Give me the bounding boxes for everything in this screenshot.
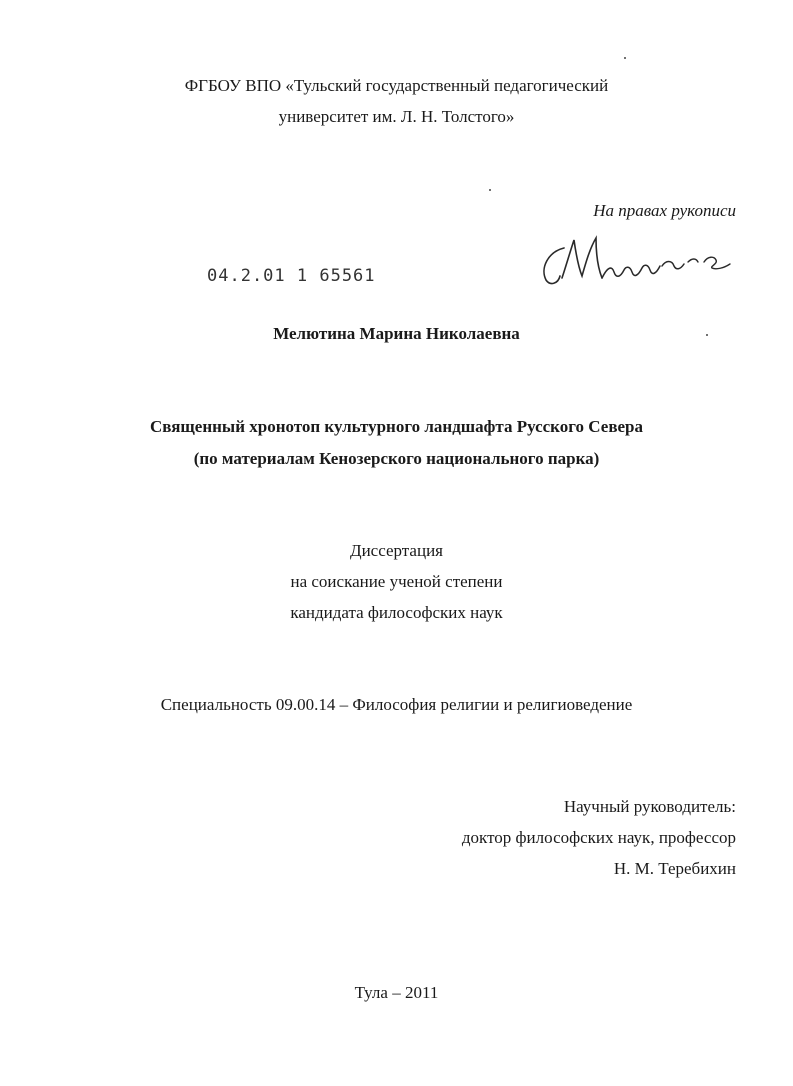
institution-name-line2: университет им. Л. Н. Толстого»: [278, 107, 515, 126]
signature-text: Мелютина: [538, 226, 543, 227]
city-year: Тула – 2011: [354, 983, 439, 1002]
scan-speck: [489, 189, 491, 191]
manuscript-note: На правах рукописи: [593, 201, 736, 220]
scan-speck: [624, 57, 626, 59]
institution-name-line1: ФГБОУ ВПО «Тульский государственный педагогический: [184, 76, 609, 95]
degree-name: кандидата философских наук: [290, 603, 503, 622]
supervisor-label: Научный руководитель:: [563, 797, 736, 816]
document-type: Диссертация: [349, 541, 443, 560]
degree-purpose: на соискание ученой степени: [290, 572, 503, 591]
dissertation-title-line2: (по материалам Кенозерского национального парка): [193, 449, 600, 468]
specialty: Специальность 09.00.14 – Философия религии и религиоведение: [160, 695, 633, 714]
supervisor-degree: доктор философских наук, профессор: [461, 828, 736, 847]
author-name: Мелютина Марина Николаевна: [273, 324, 520, 343]
dissertation-title-line1: Священный хронотоп культурного ландшафта Русского Севера: [150, 417, 643, 436]
signature-image: [538, 226, 738, 296]
library-stamp-number: 04.2.01 1 65561: [207, 266, 376, 286]
supervisor-name: Н. М. Теребихин: [613, 859, 736, 878]
